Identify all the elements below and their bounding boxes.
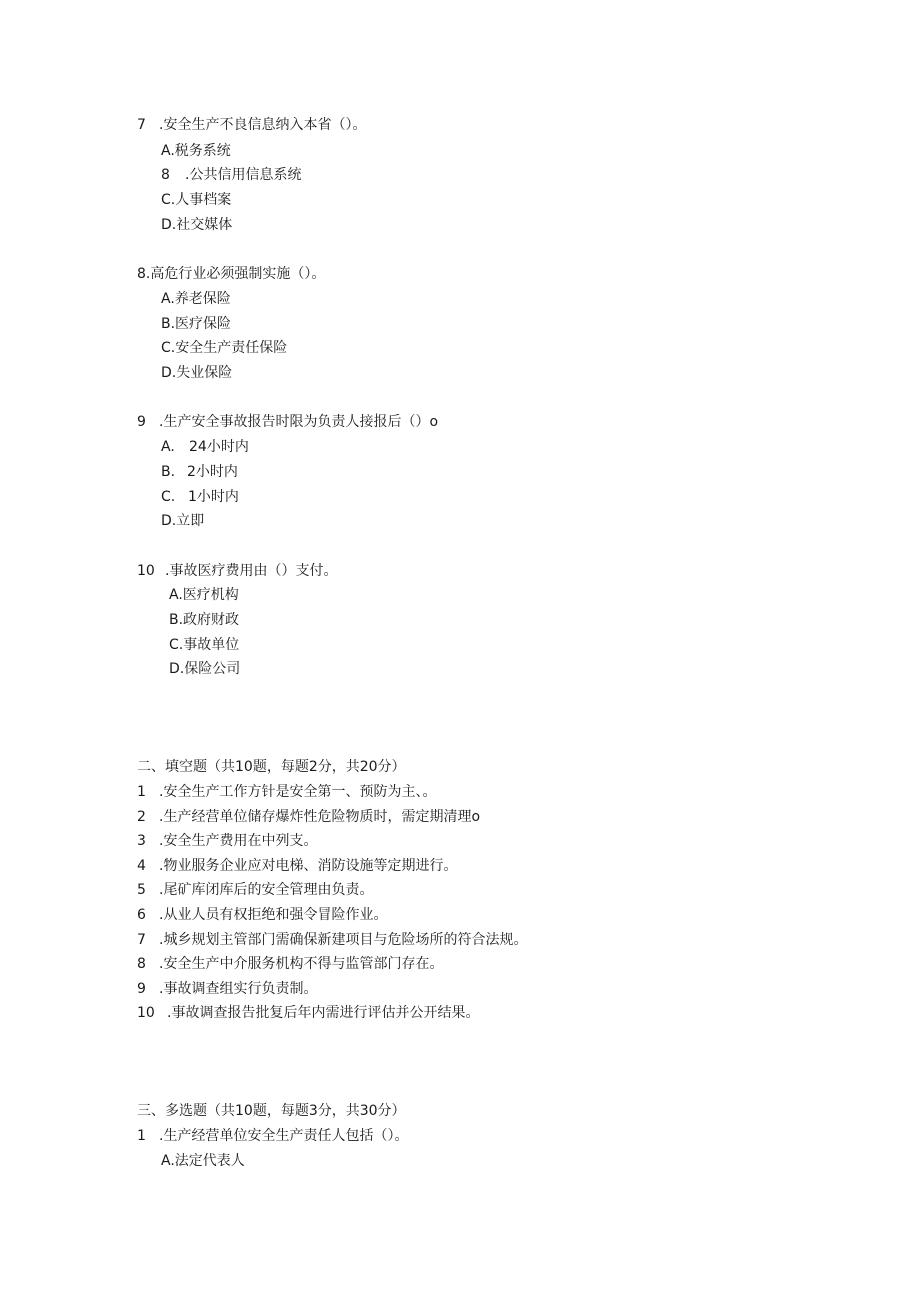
item-number: 7 [137,932,146,948]
question-number: 10 [137,563,155,579]
item-text: .事故调查组实行负责制。 [159,981,318,997]
q10-option-d: D.保险公司 [169,661,241,677]
question-8-stem: 8.高危行业必须强制实施（）。 [137,266,326,282]
fill-item [137,980,317,998]
item-text: .安全生产工作方针是安全第一、预防为主、。 [159,784,437,800]
q9-option-c [161,488,239,506]
item-number: 2 [137,809,146,825]
item-text: .物业服务企业应对电梯、消防设施等定期进行。 [159,858,458,874]
item-text: .尾矿库闭库后的安全管理由负责。 [159,882,374,898]
item-text: .安全生产中介服务机构不得与监管部门存在。 [159,956,444,972]
fill-item [137,832,317,850]
fill-item [137,783,436,801]
fill-item [137,857,457,875]
item-number: 5 [137,882,146,898]
item-number: 10 [137,1005,155,1021]
item-number: 3 [137,833,146,849]
option-text: .公共信用信息系统 [185,167,302,183]
item-number: 9 [137,981,146,997]
question-number: 9 [137,414,146,430]
q8-option-d: D.失业保险 [161,365,233,381]
q8-option-a: A.养老保险 [161,291,231,307]
fill-item [137,955,443,973]
item-text: .从业人员有权拒绝和强令冒险作业。 [159,907,388,923]
q8-option-b: B.医疗保险 [161,316,232,332]
item-text: .事故调查报告批复后年内需进行评估并公开结果。 [167,1005,480,1021]
question-9-stem [137,413,438,431]
question-text: .生产安全事故报告时限为负责人接报后（）o [159,414,439,430]
question-7-stem [137,116,366,134]
item-text: .城乡规划主管部门需确保新建项目与危险场所的符合法规。 [159,932,528,948]
option-letter: B. [161,464,176,480]
q7-option-b [161,166,301,184]
fill-item [137,931,527,949]
item-number: 6 [137,907,146,923]
question-number: 7 [137,117,146,133]
fill-item [137,881,373,899]
option-letter: A. [161,439,175,455]
question-10-stem [137,562,337,580]
q8-option-c: C.安全生产责任保险 [161,340,288,356]
q9-option-d: D.立即 [161,513,205,529]
option-number: 8 [161,167,170,183]
fill-item [137,906,387,924]
item-text: .生产经营单位储存爆炸性危险物质时，需定期清理o [159,809,481,825]
q9-option-a [161,438,249,456]
fill-item [137,808,480,826]
q7-option-d: D.社交媒体 [161,217,233,233]
multi-question-1-stem [137,1127,408,1145]
question-number: 1 [137,1128,146,1144]
question-text: .事故医疗费用由（）支付。 [165,563,338,579]
question-text: .安全生产不良信息纳入本省（）。 [159,117,367,133]
item-number: 4 [137,858,146,874]
option-text: 1小时内 [188,489,239,505]
section-heading-multi-choice: 三、多选题（共10题，每题3分，共30分） [137,1103,406,1119]
q10-option-c: C.事故单位 [169,637,240,653]
option-letter: C. [161,489,176,505]
question-text: .生产经营单位安全生产责任人包括（）。 [159,1128,409,1144]
item-number: 1 [137,784,146,800]
q10-option-a: A.医疗机构 [169,587,239,603]
option-text: 2小时内 [187,464,238,480]
multi-q1-option-a: A.法定代表人 [161,1153,245,1169]
q7-option-a: A.税务系统 [161,143,231,159]
option-text: 24小时内 [189,439,249,455]
item-number: 8 [137,956,146,972]
q7-option-c: C.人事档案 [161,192,232,208]
fill-item [137,1004,479,1022]
q9-option-b [161,463,238,481]
section-heading-fill-blank: 二、填空题（共10题，每题2分，共20分） [137,759,406,775]
item-text: .安全生产费用在中列支。 [159,833,318,849]
q10-option-b: B.政府财政 [169,612,240,628]
